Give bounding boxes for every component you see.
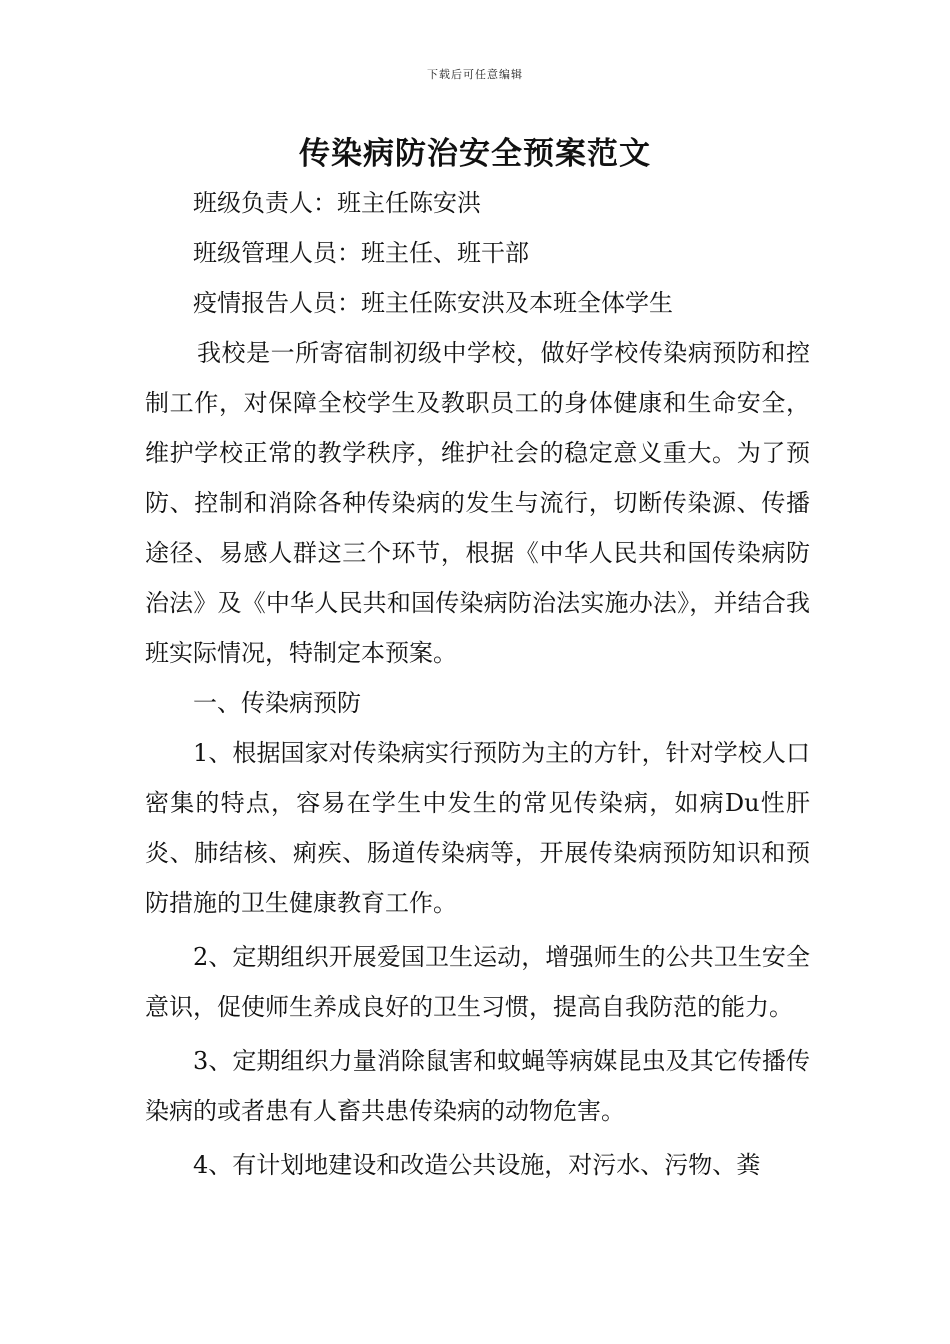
page-header-note: 下载后可任意编辑 [427,68,523,81]
prevention-item-2: 2、定期组织开展爱国卫生运动，增强师生的公共卫生安全意识，促使师生养成良好的卫生习惯，提高自我防范的能力。 [145,943,810,1021]
section-heading-prevention: 一、传染病预防 [193,689,361,717]
class-leader-line: 班级负责人：班主任陈安洪 [193,189,481,217]
document-body [145,178,810,1190]
prevention-item-3: 3、定期组织力量消除鼠害和蚊蝇等病媒昆虫及其它传播传染病的或者患有人畜共患传染病的动物危害。 [145,1047,810,1125]
epidemic-reporters-line: 疫情报告人员：班主任陈安洪及本班全体学生 [193,289,673,317]
prevention-item-4: 4、有计划地建设和改造公共设施，对污水、污物、粪 [193,1151,761,1179]
intro-paragraph: 我校是一所寄宿制初级中学校，做好学校传染病预防和控制工作，对保障全校学生及教职员工的身体健康和生命安全，维护学校正常的教学秩序，维护社会的稳定意义重大。为了预防、控制和消除各种传染病的发生与流行，切断传染源、传播途径、易感人群这三个环节，根据《中华人民共和国传染病防治法》及《中华人民共和国传染病防治法实施办法》，并结合我班实际情况，特制定本预案。 [145,339,810,667]
prevention-item-1: 1、根据国家对传染病实行预防为主的方针，针对学校人口密集的特点，容易在学生中发生的常见传染病，如病Du性肝炎、肺结核、痢疾、肠道传染病等，开展传染病预防知识和预防措施的卫生健康教育工作。 [145,739,810,917]
document-title: 传染病防治安全预案范文 [299,136,651,172]
class-managers-line: 班级管理人员：班主任、班干部 [193,239,529,267]
